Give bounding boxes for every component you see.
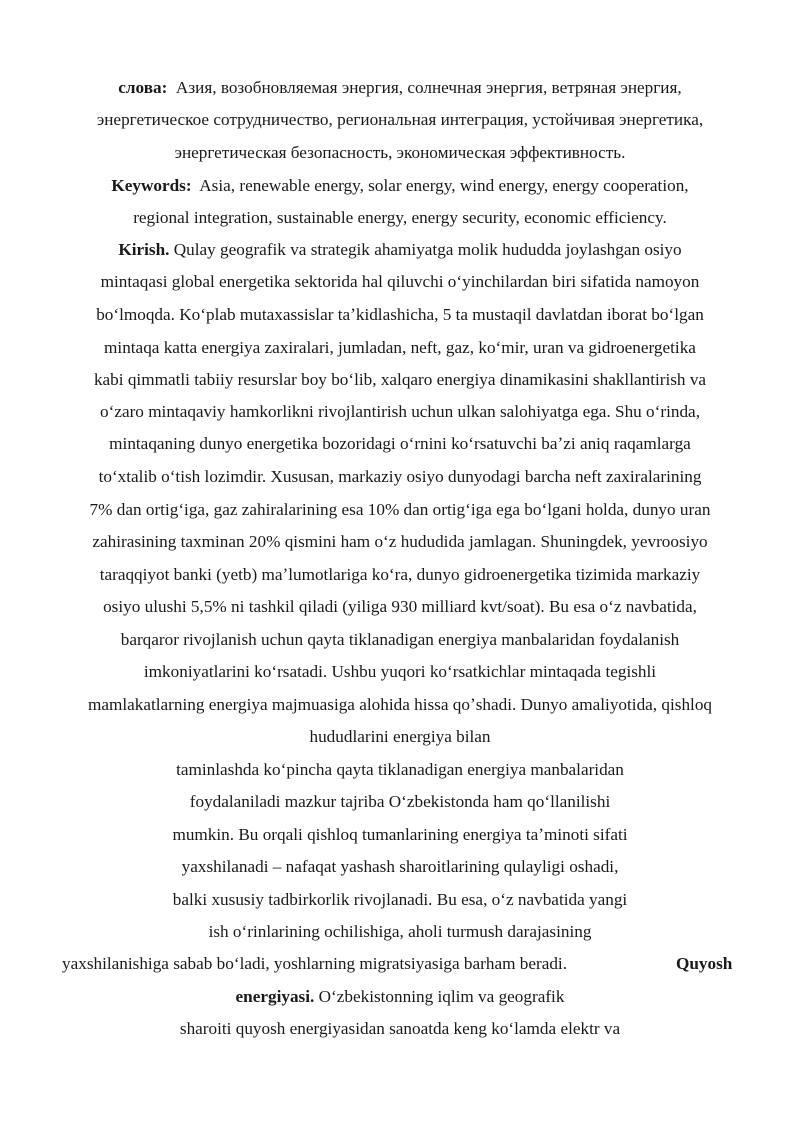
intro-line: mintaqa katta energiya zaxiralari, jumladan, neft, gaz, koʻmir, uran va gidroenergetika [104,338,696,357]
intro-line: mamlakatlarning energiya majmuasiga alohida hissa qoʼshadi. Dunyo amaliyotida, qishloq [87,695,713,714]
keywords-ru-line-1 [0,77,800,99]
intro-line: imkoniyatlarini koʻrsatadi. Ushbu yuqori koʻrsatkichlar mintaqada tegishli [143,662,657,681]
keywords-en-line-1 [0,175,800,197]
intro-line: 7% dan ortigʻiga, gaz zahiralarining esa 10% dan ortigʻiga ega boʻlgani holda, dunyo uran [89,500,711,519]
intro-line: osiyo ulushi 5,5% ni tashkil qiladi (yiliga 930 milliard kvt/soat). Bu esa oʻz navbatida, [103,597,697,616]
keywords-ru-text-1: Азия, возобновляемая энергия, солнечная энергия, ветряная энергия, [175,78,682,97]
intro-line: hududlarini energiya bilan [309,727,491,746]
solar-line-1 [0,986,800,1008]
keywords-ru-line-2: энергетическое сотрудничество, региональная интеграция, устойчивая энергетика, [96,110,704,129]
intro-text-1: Qulay geografik va strategik ahamiyatga molik hududda joylashgan osiyo [173,240,682,259]
intro-line: boʻlmoqda. Koʻplab mutaxassislar taʼkidlashicha, 5 ta mustaqil davlatdan iborat boʻlgan [96,305,704,324]
intro-line: zahirasining taxminan 20% qismini ham oʻz hududida jamlagan. Shuningdek, yevroosiyo [92,532,708,551]
intro-line: taraqqiyot banki (yetb) maʼlumotlariga koʻra, dunyo gidroenergetika tizimida markaziy [99,565,701,584]
intro-line: kabi qimmatli tabiiy resurslar boy boʻlib, xalqaro energiya dinamikasini shakllantirish va [93,370,707,389]
solar-text-1: Oʻzbekistonning iqlim va geografik [318,987,565,1006]
intro-line: oʻzaro mintaqaviy hamkorlikni rivojlantirish uchun ulkan salohiyatga ega. Shu oʻrinda, [100,402,700,421]
keywords-ru-label: слова: [118,78,168,97]
intro-line: foydalaniladi mazkur tajriba Oʻzbekistonda ham qoʻllanilishi [189,792,611,811]
intro-line: taminlashda koʻpincha qayta tiklanadigan energiya manbalaridan [176,760,624,779]
solar-heading-part-2: energiyasi. [235,987,315,1006]
keywords-en-label: Keywords: [111,176,192,195]
keywords-en-line-2: regional integration, sustainable energy, energy security, economic efficiency. [133,208,667,227]
intro-line: barqaror rivojlanish uchun qayta tiklanadigan energiya manbalaridan foydalanish [120,630,680,649]
solar-line-2: sharoiti quyosh energiyasidan sanoatda keng koʻlamda elektr va [179,1019,621,1038]
intro-line: ish oʻrinlarining ochilishiga, aholi turmush darajasining [208,922,592,941]
intro-line: balki xususiy tadbirkorlik rivojlanadi. Bu esa, oʻz navbatida yangi [172,890,628,909]
intro-line: mumkin. Bu orqali qishloq tumanlarining energiya taʼminoti sifati [172,825,628,844]
intro-line: toʻxtalib oʻtish lozimdir. Xususan, markaziy osiyo dunyodagi barcha neft zaxiralarining [98,467,702,486]
intro-line: yaxshilanadi – nafaqat yashash sharoitlarining qulayligi oshadi, [181,857,619,876]
intro-line-1 [0,239,800,261]
intro-last-line: yaxshilanishiga sabab boʻladi, yoshlarning migratsiyasiga barham beradi. [62,954,567,973]
intro-label: Kirish. [118,240,170,259]
intro-line: mintaqasi global energetika sektorida hal qiluvchi oʻyinchilardan biri sifatida namoyon [100,272,700,291]
solar-heading-part-1: Quyosh [676,954,733,973]
intro-line: mintaqaning dunyo energetika bozoridagi oʻrnini koʻrsatuvchi baʼzi aniq raqamlarga [109,434,691,453]
keywords-en-text-1: Asia, renewable energy, solar energy, wind energy, energy cooperation, [199,176,689,195]
keywords-ru-line-3: энергетическая безопасность, экономическая эффективность. [174,143,626,162]
